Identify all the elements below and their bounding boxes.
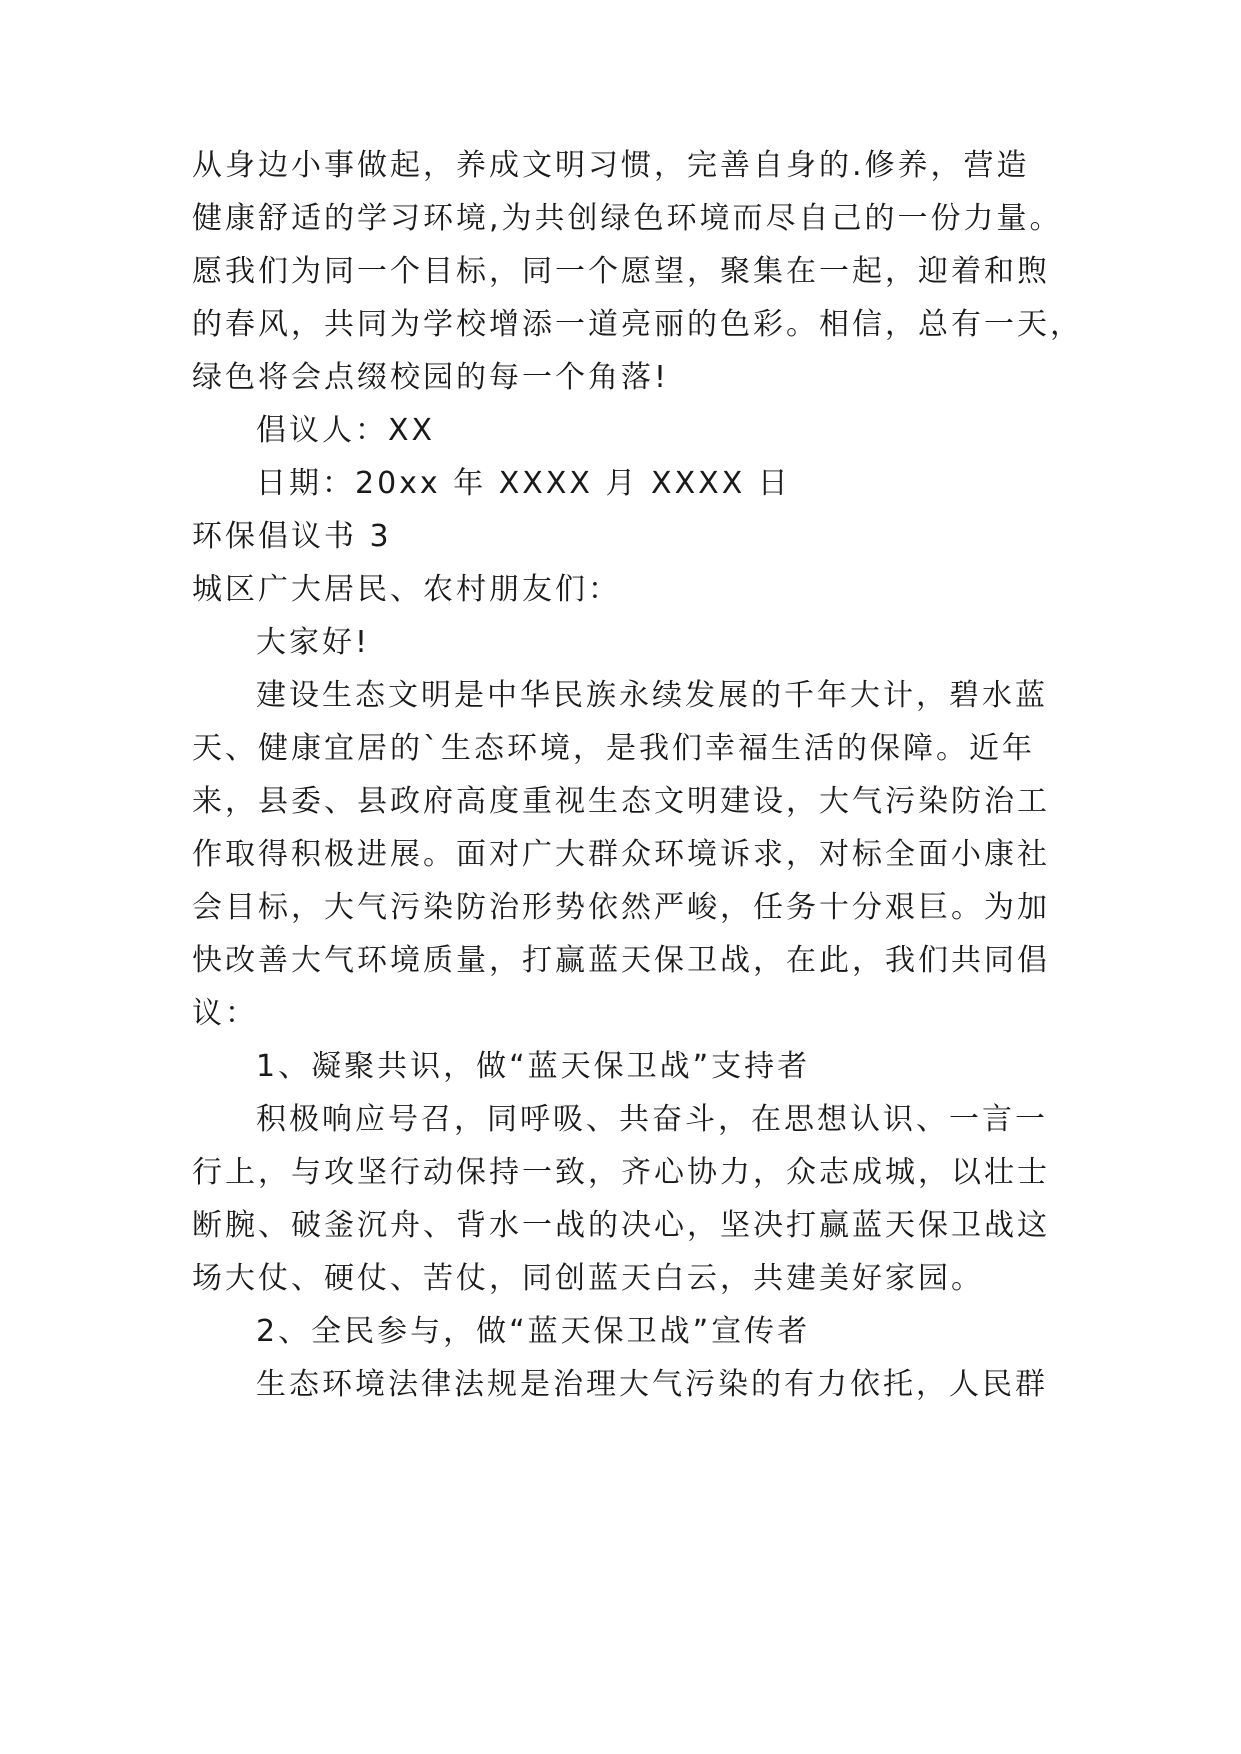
paragraph-line: 生态环境法律法规是治理大气污染的有力依托，人民群 [256, 1367, 1048, 1402]
paragraph-line: 来，县委、县政府高度重视生态文明建设，大气污染防治工 [192, 784, 1050, 819]
paragraph-line: 天、健康宜居的`生态环境，是我们幸福生活的保障。近年 [192, 731, 1035, 766]
paragraph-line: 断腕、破釜沉舟、背水一战的决心，坚决打赢蓝天保卫战这 [192, 1208, 1050, 1243]
paragraph-line: 议： [192, 996, 258, 1031]
greeting-line: 大家好! [256, 625, 371, 660]
item-heading: 2、全民参与，做“蓝天保卫战”宣传者 [256, 1314, 811, 1349]
paragraph-line: 绿色将会点缀校园的每一个角落! [192, 360, 670, 395]
signer-line: 倡议人：XX [256, 413, 436, 448]
paragraph-line: 作取得积极进展。面对广大群众环境诉求，对标全面小康社 [192, 837, 1050, 872]
section-title: 环保倡议书 3 [192, 519, 392, 554]
paragraph-line: 会目标，大气污染防治形势依然严峻，任务十分艰巨。为加 [192, 890, 1050, 925]
paragraph-line: 从身边小事做起，养成文明习惯，完善自身的.修养，营造 [192, 148, 1030, 183]
paragraph-line: 场大仗、硬仗、苦仗，同创蓝天白云，共建美好家园。 [192, 1261, 984, 1296]
salutation-line: 城区广大居民、农村朋友们： [192, 572, 621, 607]
paragraph-line: 建设生态文明是中华民族永续发展的千年大计，碧水蓝 [256, 678, 1048, 713]
paragraph-line: 的春风，共同为学校增添一道亮丽的色彩。相信，总有一天， [192, 307, 1083, 342]
paragraph-line: 行上，与攻坚行动保持一致，齐心协力，众志成城，以壮士 [192, 1155, 1050, 1190]
paragraph-line: 积极响应号召，同呼吸、共奋斗，在思想认识、一言一 [256, 1102, 1048, 1137]
paragraph-line: 快改善大气环境质量，打赢蓝天保卫战，在此，我们共同倡 [192, 943, 1050, 978]
paragraph-line: 愿我们为同一个目标，同一个愿望，聚集在一起，迎着和煦 [192, 254, 1050, 289]
date-line: 日期：20xx 年 XXXX 月 XXXX 日 [256, 466, 791, 501]
paragraph-line: 健康舒适的学习环境,为共创绿色环境而尽自己的一份力量。 [192, 201, 1063, 236]
item-heading: 1、凝聚共识，做“蓝天保卫战”支持者 [256, 1049, 811, 1084]
